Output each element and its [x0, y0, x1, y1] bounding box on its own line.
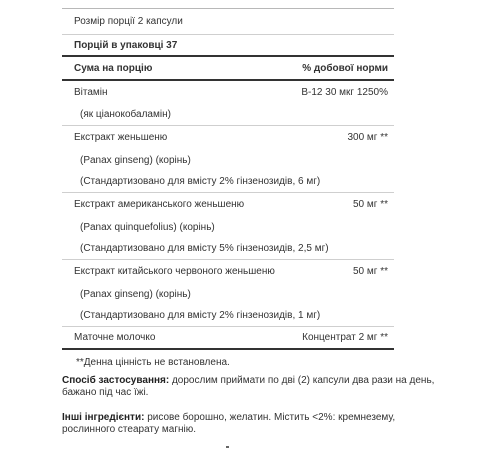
usage-text: дорослим приймати по дві (2) капсули два рази на день, бажано під час їжі. — [62, 375, 435, 398]
ingredient-value: 300 мг ** — [347, 132, 388, 143]
ingredient-row — [62, 126, 394, 149]
ingredient-value: В-12 30 мкг 1250% — [301, 87, 388, 98]
ingredient-row — [62, 193, 394, 216]
ingredient-value: 50 мг ** — [353, 266, 388, 277]
ingredient-name: Вітамін — [74, 87, 108, 98]
ingredient-name: Екстракт китайського червоного женьшеню — [74, 266, 275, 277]
header-amount-label: Сума на порцію — [74, 62, 153, 74]
ingredient-detail: (Panax ginseng) (корінь) — [80, 154, 191, 166]
ingredients-paragraph — [62, 412, 442, 436]
ingredient-name: Екстракт женьшеню — [74, 132, 168, 143]
ingredient-detail-row — [62, 238, 394, 260]
ingredient-row — [62, 327, 394, 350]
ingredient-detail-row — [62, 216, 394, 238]
ingredient-name: Маточне молочко — [74, 332, 156, 343]
ingredient-value: Концентрат 2 мг ** — [302, 332, 388, 343]
servings-per-container-row — [62, 35, 394, 57]
ingredients-label: Інші інгредієнти: — [62, 412, 145, 423]
ingredients-text: рисове борошно, желатин. Містить <2%: кремнезему, рослинного стеарату магнію. — [62, 412, 396, 435]
ingredient-detail: (Panax ginseng) (корінь) — [80, 288, 191, 300]
footnote-row — [62, 350, 394, 374]
ingredient-detail: (Стандартизовано для вмісту 2% гінзенозидів, 1 мг) — [80, 310, 321, 321]
ingredient-detail-row — [62, 104, 394, 126]
footnote-text: **Денна цінність не встановлена. — [76, 356, 230, 368]
ingredient-detail: (Стандартизовано для вмісту 2% гінзенозидів, 6 мг) — [80, 176, 321, 187]
ingredient-detail-row — [62, 305, 394, 327]
cut-off-text-fragment — [226, 446, 229, 448]
serving-size-row — [62, 9, 394, 35]
ingredient-detail-row — [62, 283, 394, 305]
ingredient-name: Екстракт американського женьшеню — [74, 199, 245, 210]
usage-paragraph — [62, 375, 442, 399]
ingredient-value: 50 мг ** — [353, 199, 388, 210]
ingredient-row — [62, 81, 394, 104]
header-daily-value-label: % добової норми — [302, 62, 388, 74]
ingredient-detail-row — [62, 171, 394, 193]
usage-label: Спосіб застосування: — [62, 375, 170, 386]
ingredient-row — [62, 260, 394, 283]
ingredient-detail: (як ціанокобаламін) — [80, 109, 171, 120]
servings-per-container-text: Порцій в упаковці 37 — [74, 39, 178, 51]
ingredient-detail-row — [62, 149, 394, 171]
supplement-facts-table — [62, 8, 394, 374]
ingredient-detail: (Panax quinquefolius) (корінь) — [80, 221, 215, 233]
ingredient-detail: (Стандартизовано для вмісту 5% гінзенозидів, 2,5 мг) — [80, 243, 329, 254]
table-header-row — [62, 57, 394, 81]
serving-size-text: Розмір порції 2 капсули — [74, 16, 183, 27]
